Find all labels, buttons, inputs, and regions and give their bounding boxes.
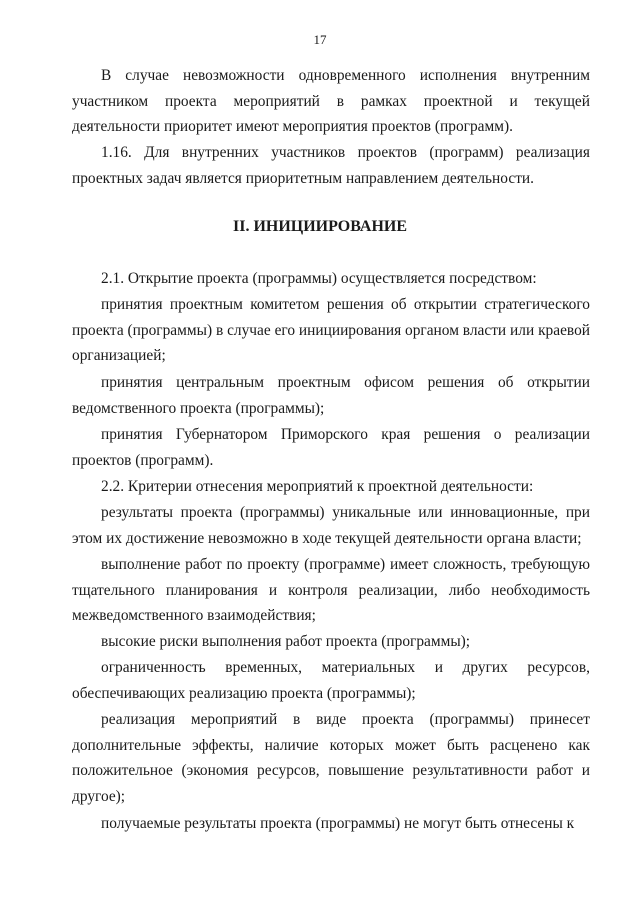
paragraph-1-16: 1.16. Для внутренних участников проектов (программ) реализация проектных задач является приоритетным направлением деятельности.: [72, 144, 590, 187]
page-number: 17: [313, 32, 327, 47]
list-item-office-decision: принятия центральным проектным офисом решения об открытии ведомственного проекта (программы);: [72, 374, 590, 417]
list-item-committee-decision: принятия проектным комитетом решения об открытии стратегического проекта (программы) в случае его инициирования органом власти или краевой организацией;: [72, 296, 590, 365]
paragraph-2-2: 2.2. Критерии отнесения мероприятий к проектной деятельности:: [101, 478, 534, 495]
paragraph-priority-note: В случае невозможности одновременного исполнения внутренним участником проекта мероприятий в рамках проектной и текущей деятельности приоритет имеют мероприятия проектов (программ).: [72, 67, 590, 136]
list-item-complexity: выполнение работ по проекту (программе) имеет сложность, требующую тщательного планирования и контроля реализации, либо необходимость межведомственного взаимодействия;: [72, 556, 590, 625]
list-item-results-classification: получаемые результаты проекта (программы) не могут быть отнесены к: [101, 815, 575, 832]
section-heading: II. ИНИЦИИРОВАНИЕ: [232, 218, 408, 235]
list-item-unique-results: результаты проекта (программы) уникальные или инновационные, при этом их достижение невозможно в ходе текущей деятельности органа власти;: [72, 504, 590, 547]
paragraph-2-1: 2.1. Открытие проекта (программы) осуществляется посредством:: [101, 270, 537, 287]
list-item-governor-decision: принятия Губернатором Приморского края решения о реализации проектов (программ).: [72, 426, 590, 469]
list-item-high-risks: высокие риски выполнения работ проекта (программы);: [101, 633, 471, 650]
list-item-additional-effects: реализация мероприятий в виде проекта (программы) принесет дополнительные эффекты, наличие которых может быть расценено как положительное (экономия ресурсов, повышение результативности работ и другое);: [72, 711, 590, 805]
list-item-limited-resources: ограниченность временных, материальных и других ресурсов, обеспечивающих реализацию проекта (программы);: [72, 659, 590, 702]
